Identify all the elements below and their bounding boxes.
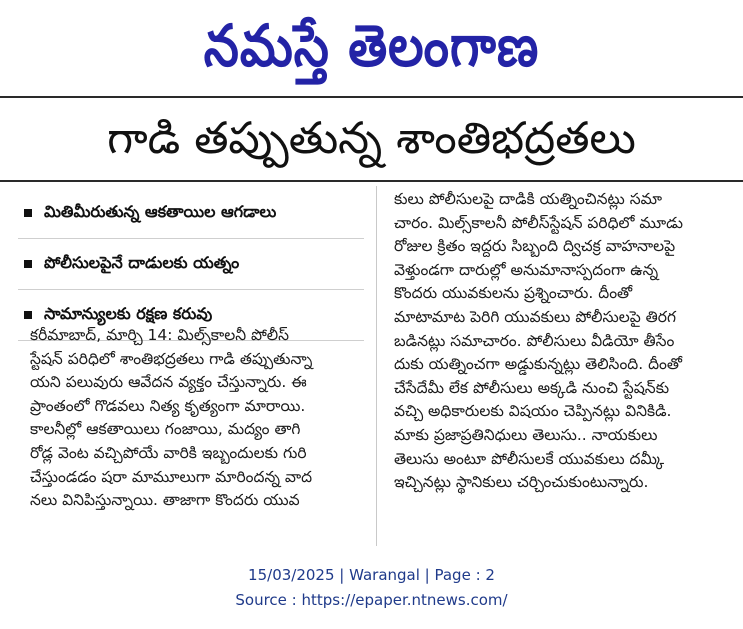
article-line: తెలుసు అంటూ పోలీసులకే యువకులు దమ్కీ [394,449,665,468]
article-line: ఇచ్చినట్లు స్థానికులు చర్చించుకుంటున్నారు. [394,473,649,492]
highlight-bullets [18,188,364,341]
headline-text: గాడి తప్పుతున్న శాంతిభద్రతలు [107,113,636,164]
square-bullet-icon [24,311,32,319]
article-line: బడినట్లు సమాచారం. పోలీసులు వీడియో తీసేం [394,331,675,350]
article-line: దుకు యత్నించగా అడ్డుకున్నట్లు తెలిసింది. దీంతో [394,355,683,374]
headline-divider [0,180,743,182]
footer-date-edition: 15/03/2025 | Warangal | Page : 2 [248,566,495,584]
square-bullet-icon [24,209,32,217]
article-line: వచ్చి అధికారులకు విషయం చెప్పినట్లు వినికిడి. [394,402,672,421]
article-line: రోజుల క్రితం ఇద్దరు సిబ్బంది ద్విచక్ర వాహనాలపై [394,237,676,256]
article-line: మాకు ప్రజాప్రతినిధులు తెలుసు.. నాయకులు [394,425,658,444]
article-line: కరీమాబాద్‌, మార్చి 14: మిల్స్‌కాలనీ పోలీస్‌ [30,326,290,344]
masthead-title: నమస్తే తెలంగాణ [203,12,540,80]
article-column-right [394,188,732,495]
bullet-item [18,239,364,290]
article-line: కాలనీల్లో ఆకతాయిలు గంజాయి, మద్యం తాగి [30,420,301,439]
bullet-text: పోలీసులపైనే దాడులకు యత్నం [44,252,240,272]
article-line: యని పలువురు ఆవేదన వ్యక్తం చేస్తున్నారు. ఈ [30,373,307,392]
article-line: స్టేషన్‌ పరిధిలో శాంతిభద్రతలు గాడి తప్పుతున్నా [30,349,313,368]
article-line: రోడ్ల వెంట వచ్చిపోయే వారికి ఇబ్బందులకు గురి [30,443,307,462]
article-line: ప్రాంతంలో గొడవలు నిత్య కృత్యంగా మారాయి. [30,396,306,415]
article-line: చారం. మిల్స్‌కాలనీ పోలీస్‌స్టేషన్‌ పరిధిలో మూడు [394,213,683,232]
article-line: వెళ్తుండగా దారుల్లో అనుమానాస్పదంగా ఉన్న [394,260,659,279]
headline [0,100,743,178]
column-divider [376,186,377,546]
bullet-item [18,188,364,239]
article-line: కొందరు యువకులను ప్రశ్నించారు. దీంతో [394,284,633,303]
square-bullet-icon [24,260,32,268]
masthead-divider [0,96,743,98]
bullet-text: సామాన్యులకు రక్షణ కరువు [44,303,213,323]
article-line: చేస్తుండడం షరా మామూలుగా మారిందన్న వాద [30,467,313,486]
bullet-text: మితిమీరుతున్న ఆకతాయిల ఆగడాలు [44,201,277,221]
footer-source: Source : https://epaper.ntnews.com/ [235,591,508,609]
article-line: చేసేదేమీ లేక పోలీసులు అక్కడి నుంచి స్టేషన్‌కు [394,378,670,397]
article-line: మాటామాట పెరిగి యువకులు పోలీసులపై తిరగ [394,307,677,326]
article-line: నలు వినిపిస్తున్నాయి. తాజాగా కొందరు యువ [30,491,300,510]
article-column-left [30,324,370,513]
article-line: కులు పోలీసులపై దాడికి యత్నించినట్లు సమా [394,190,662,208]
masthead [0,4,743,88]
